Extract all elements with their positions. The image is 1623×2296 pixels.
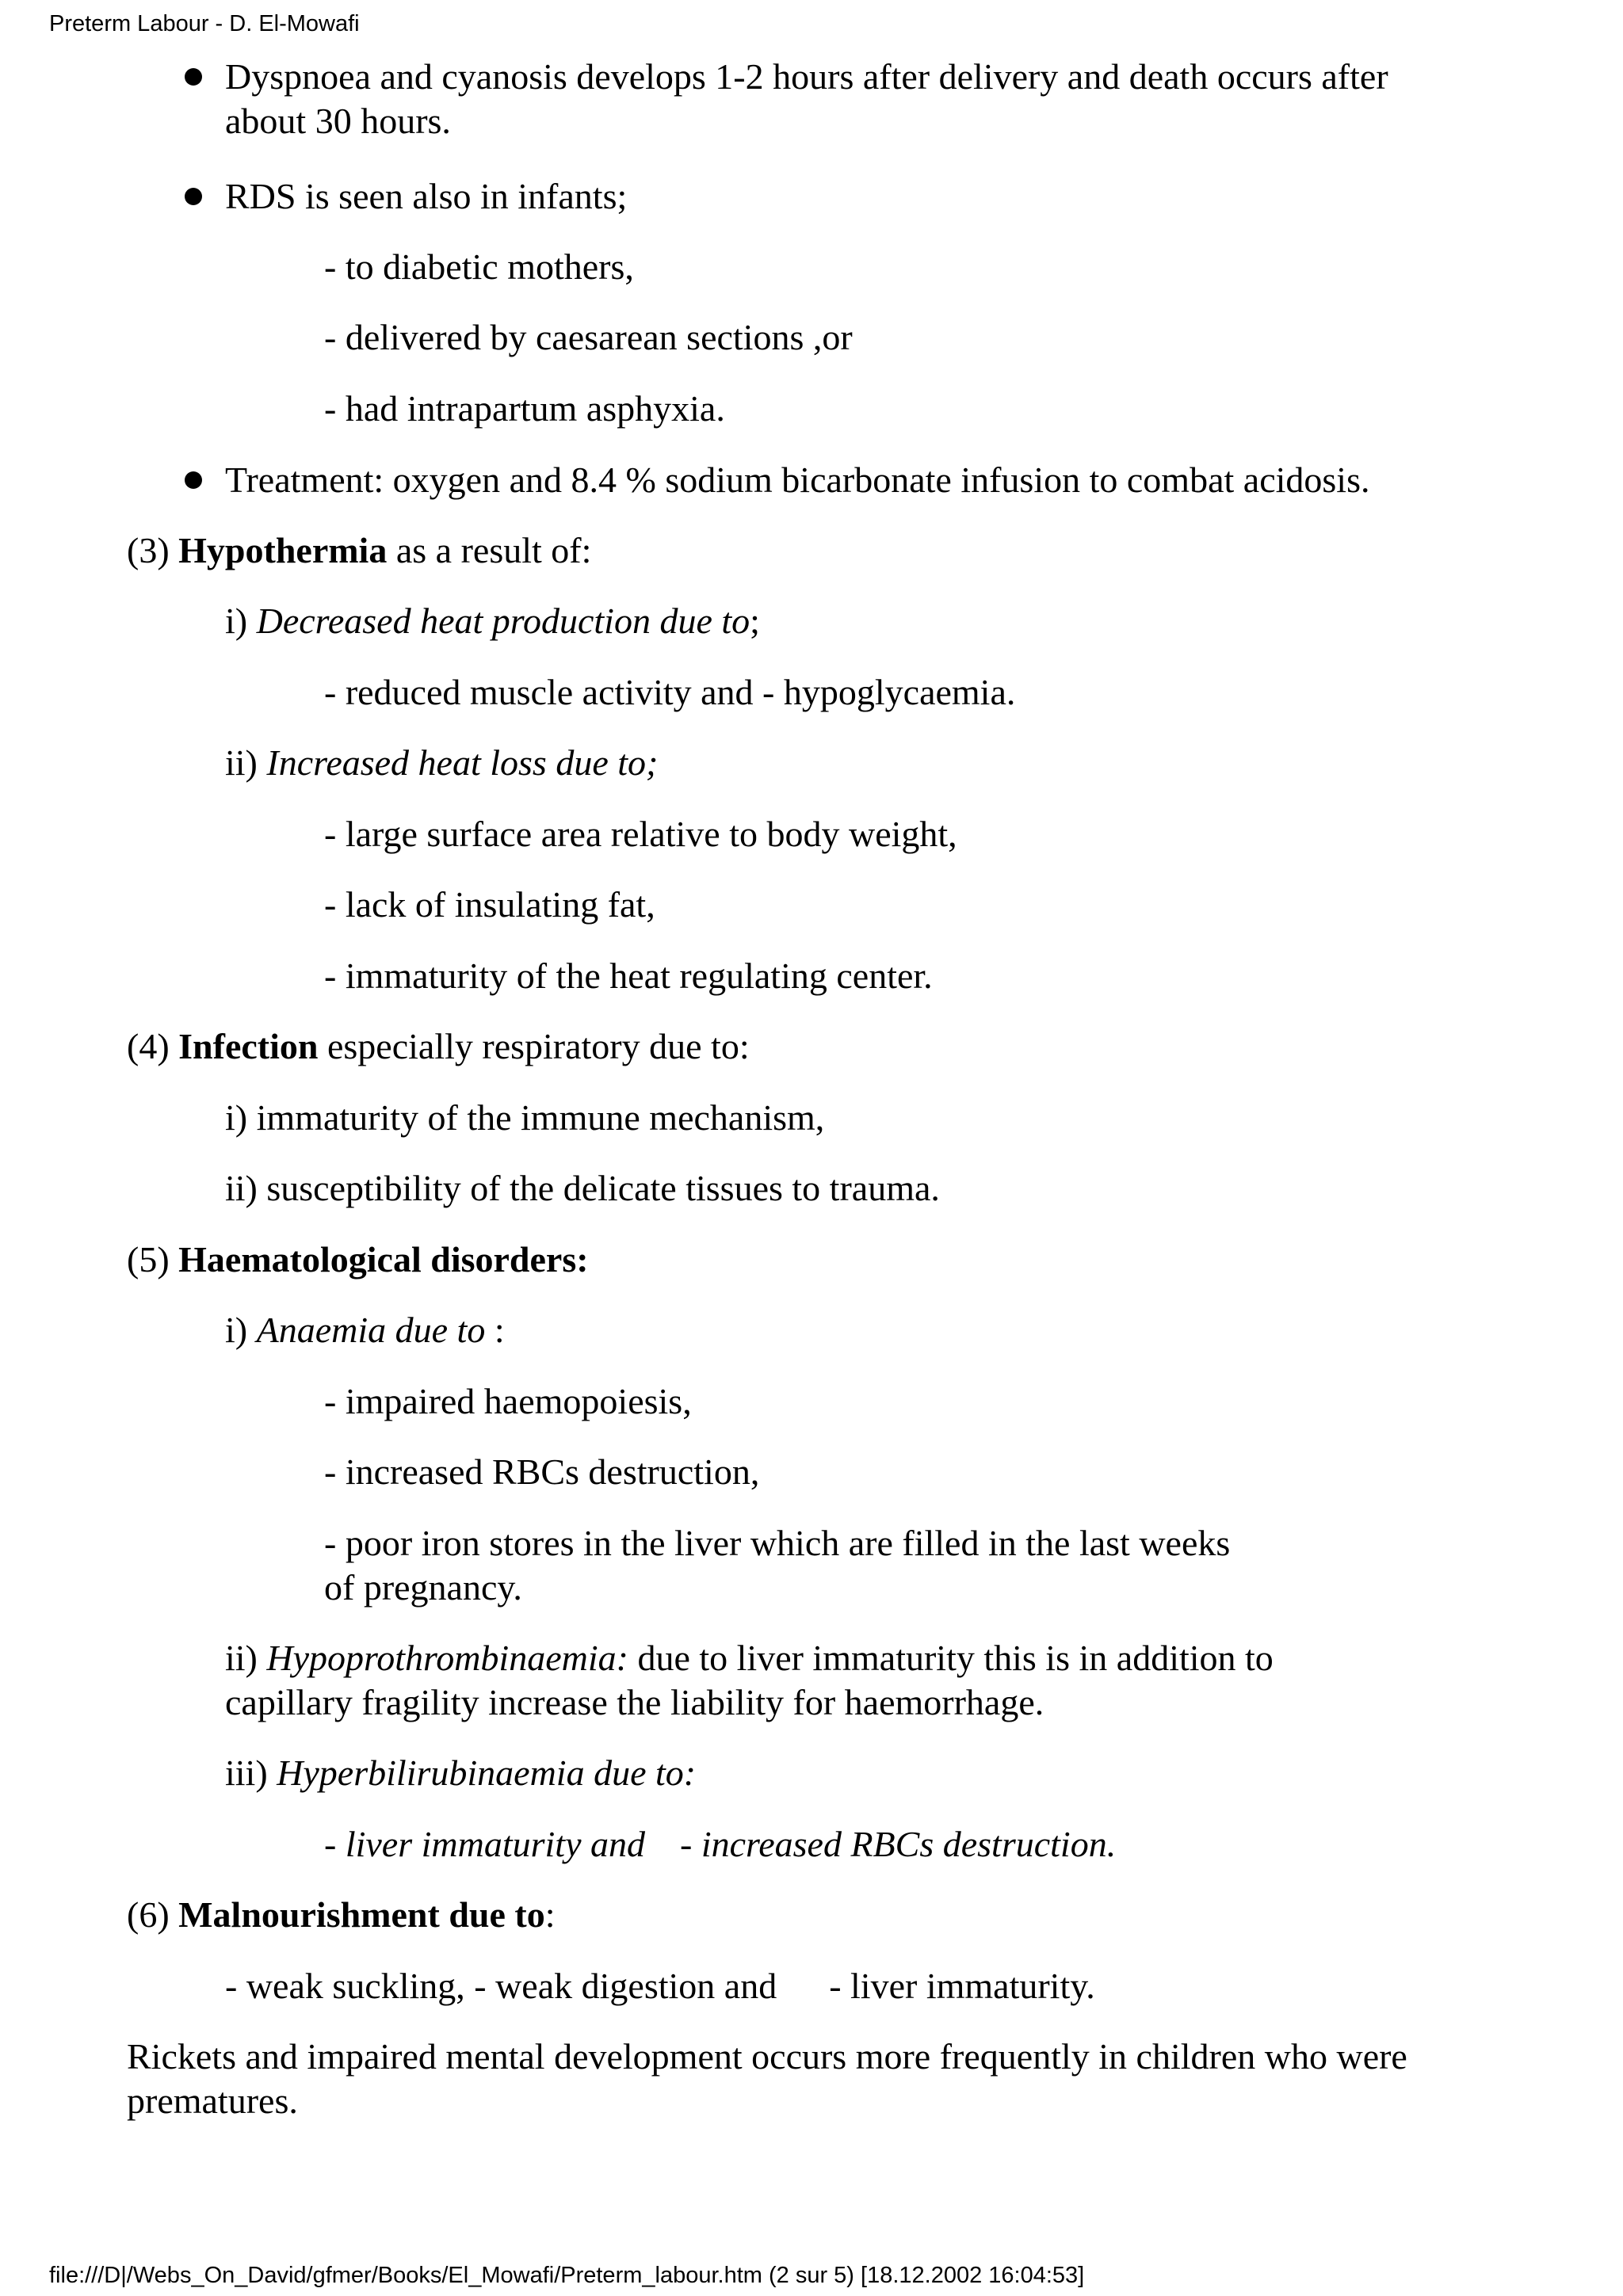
bullet-text: RDS is seen also in infants;	[225, 176, 628, 216]
subsection-punct: ;	[750, 601, 760, 641]
sub-item-part: - weak suckling, - weak digestion and	[225, 1966, 777, 2006]
section-title: Infection	[178, 1026, 319, 1066]
sub-item-part: - liver immaturity.	[829, 1966, 1095, 2006]
sub-item: - poor iron stores in the liver which are filled in the last weeks	[324, 1523, 1231, 1563]
sub-item-part: - increased RBCs destruction.	[680, 1824, 1117, 1864]
closing-paragraph-continuation: prematures.	[127, 2081, 298, 2121]
subsection-number: iii)	[225, 1753, 277, 1793]
subsection-number: i)	[225, 1310, 257, 1350]
subsection-label: Increased heat loss due to;	[266, 742, 659, 783]
subsection-label: Decreased heat production due to	[256, 601, 750, 641]
sub-item: - lack of insulating fat,	[324, 884, 655, 925]
section-heading-rest: as a result of:	[387, 530, 592, 570]
sub-item: - large surface area relative to body weight,	[324, 814, 957, 854]
sub-item-part: - liver immaturity and	[324, 1824, 645, 1864]
closing-paragraph: Rickets and impaired mental development occurs more frequently in children who were	[127, 2036, 1407, 2077]
subsection-punct: :	[485, 1310, 505, 1350]
subsection-text: due to liver immaturity this is in addition to	[628, 1638, 1274, 1678]
page-header: Preterm Labour - D. El-Mowafi	[49, 11, 360, 36]
section-heading-rest: especially respiratory due to:	[318, 1026, 750, 1066]
subsection	[225, 599, 760, 643]
sub-item-continuation: of pregnancy.	[324, 1567, 522, 1608]
subsection	[225, 1636, 1274, 1680]
section-title: Hypothermia	[178, 530, 388, 570]
section-number: (6)	[127, 1894, 179, 1935]
subsection	[225, 1308, 505, 1352]
section-heading	[127, 1893, 556, 1937]
subsection-number: ii)	[225, 1638, 267, 1678]
subsection: i) immaturity of the immune mechanism,	[225, 1097, 825, 1138]
subsection-label: Anaemia due to	[256, 1310, 486, 1350]
bullet-icon	[185, 68, 202, 86]
sub-item: - delivered by caesarean sections ,or	[324, 317, 853, 357]
subsection-label: Hypoprothrombinaemia:	[266, 1638, 628, 1678]
subsection	[225, 741, 658, 785]
bullet-text: Treatment: oxygen and 8.4 % sodium bicarbonate infusion to combat acidosis.	[225, 460, 1370, 500]
subsection-continuation: capillary fragility increase the liability for haemorrhage.	[225, 1682, 1044, 1722]
sub-item: - immaturity of the heat regulating center.	[324, 955, 933, 996]
bullet-text: Dyspnoea and cyanosis develops 1-2 hours after delivery and death occurs after	[225, 56, 1388, 97]
subsection-number: i)	[225, 601, 257, 641]
section-title: Haematological disorders:	[178, 1239, 589, 1280]
subsection: ii) susceptibility of the delicate tissues to trauma.	[225, 1168, 940, 1208]
section-title: Malnourishment due to	[178, 1894, 545, 1935]
section-number: (5)	[127, 1239, 179, 1280]
sub-item: - reduced muscle activity and - hypoglycaemia.	[324, 672, 1016, 712]
section-number: (4)	[127, 1026, 179, 1066]
bullet-icon	[185, 188, 202, 205]
subsection-number: ii)	[225, 742, 267, 783]
sub-item: - impaired haemopoiesis,	[324, 1381, 692, 1421]
sub-item: - increased RBCs destruction,	[324, 1451, 760, 1492]
subsection	[225, 1751, 696, 1795]
section-heading-punct: :	[544, 1894, 556, 1935]
bullet-icon	[185, 471, 202, 489]
section-heading	[127, 528, 591, 573]
bullet-text-continuation: about 30 hours.	[225, 101, 451, 141]
page-footer-url: file:///D|/Webs_On_David/gfmer/Books/El_Mowafi/Preterm_labour.htm (2 sur 5) [18.12.2002 16:04:53]	[49, 2263, 1085, 2288]
subsection-label: Hyperbilirubinaemia due to:	[277, 1753, 697, 1793]
sub-item	[225, 1964, 1095, 2008]
sub-item	[324, 1822, 1116, 1867]
section-number: (3)	[127, 530, 179, 570]
section-heading	[127, 1024, 750, 1069]
sub-item: - had intrapartum asphyxia.	[324, 388, 725, 429]
sub-item: - to diabetic mothers,	[324, 246, 634, 287]
section-heading	[127, 1238, 589, 1282]
